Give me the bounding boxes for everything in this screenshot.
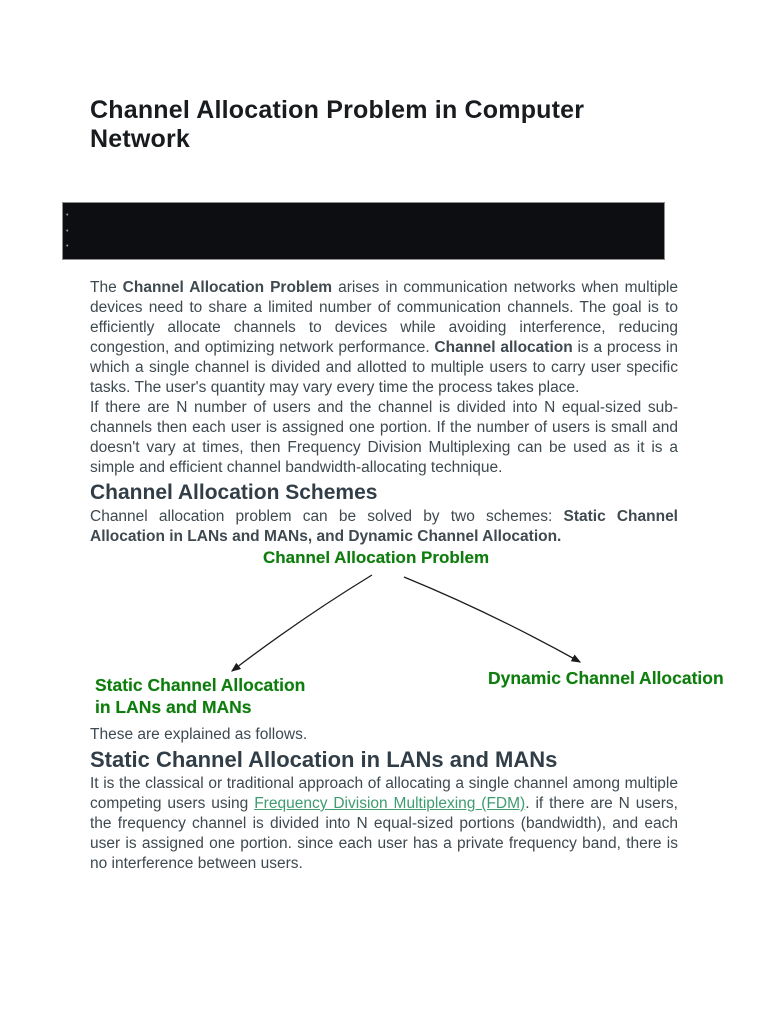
- text: is a process in which a single channel is divided and allotted to multiple users to carry user specific tasks. The user's quantity may vary every time the process takes place.: [90, 339, 678, 396]
- fdm-link[interactable]: Frequency Division Multiplexing (FDM): [254, 795, 526, 812]
- text: It is the classical or traditional approach of allocating a single channel among multiple competing users using: [90, 775, 678, 812]
- text: arises in communication networks when multiple devices need to share a limited number of communication channels. The goal is to efficiently allocate channels to devices while avoiding interference, reducing congestion, and optimizing network performance.: [90, 279, 679, 356]
- allocation-diagram: [0, 547, 768, 725]
- followup-text: These are explained as follows.: [90, 726, 308, 743]
- diagram-static-label-line1: Static Channel Allocation: [95, 675, 306, 695]
- arrow-to-dynamic-icon: [404, 577, 580, 662]
- static-section-paragraph: [90, 774, 678, 874]
- code-bullet: •: [66, 243, 69, 251]
- text: Channel allocation problem can be solved by two schemes:: [90, 508, 564, 525]
- code-bullet: •: [66, 211, 69, 219]
- text: . if there are N users, the frequency channel is divided into N equal-sized portions (bandwidth), and each user is assigned one portion. since each user has a private frequency band, there is no interference between users.: [90, 795, 678, 872]
- schemes-heading: Channel Allocation Schemes: [90, 481, 378, 504]
- page-title: Channel Allocation Problem in Computer Network: [90, 96, 585, 153]
- diagram-static-label: [95, 674, 335, 718]
- intro-paragraph-1: [90, 278, 678, 398]
- static-section-heading: Static Channel Allocation in LANs and MANs: [90, 747, 558, 772]
- text: The: [90, 279, 123, 296]
- code-bullet: •: [66, 227, 69, 235]
- bold-text: Static Channel Allocation in LANs and MANs, and Dynamic Channel Allocation.: [90, 508, 678, 545]
- diagram-dynamic-label: Dynamic Channel Allocation: [488, 668, 724, 688]
- schemes-intro-paragraph: [90, 507, 678, 547]
- code-block: [62, 202, 665, 260]
- arrow-to-static-icon: [232, 575, 372, 671]
- diagram-root-label: Channel Allocation Problem: [263, 548, 490, 567]
- bold-text: Channel allocation: [434, 339, 573, 356]
- diagram-static-label-line2: in LANs and MANs: [95, 697, 252, 717]
- document-content: [66, 0, 724, 874]
- bold-text: Channel Allocation Problem: [122, 279, 333, 296]
- intro-paragraph-2: [90, 398, 678, 478]
- text: If there are N number of users and the channel is divided into N equal-sized sub-channels then each user is assigned one portion. If the number of users is small and doesn't vary at times, then Frequency Division Multiplexing can be used as it is a simple and efficient channel bandwidth-allocating technique.: [90, 399, 678, 476]
